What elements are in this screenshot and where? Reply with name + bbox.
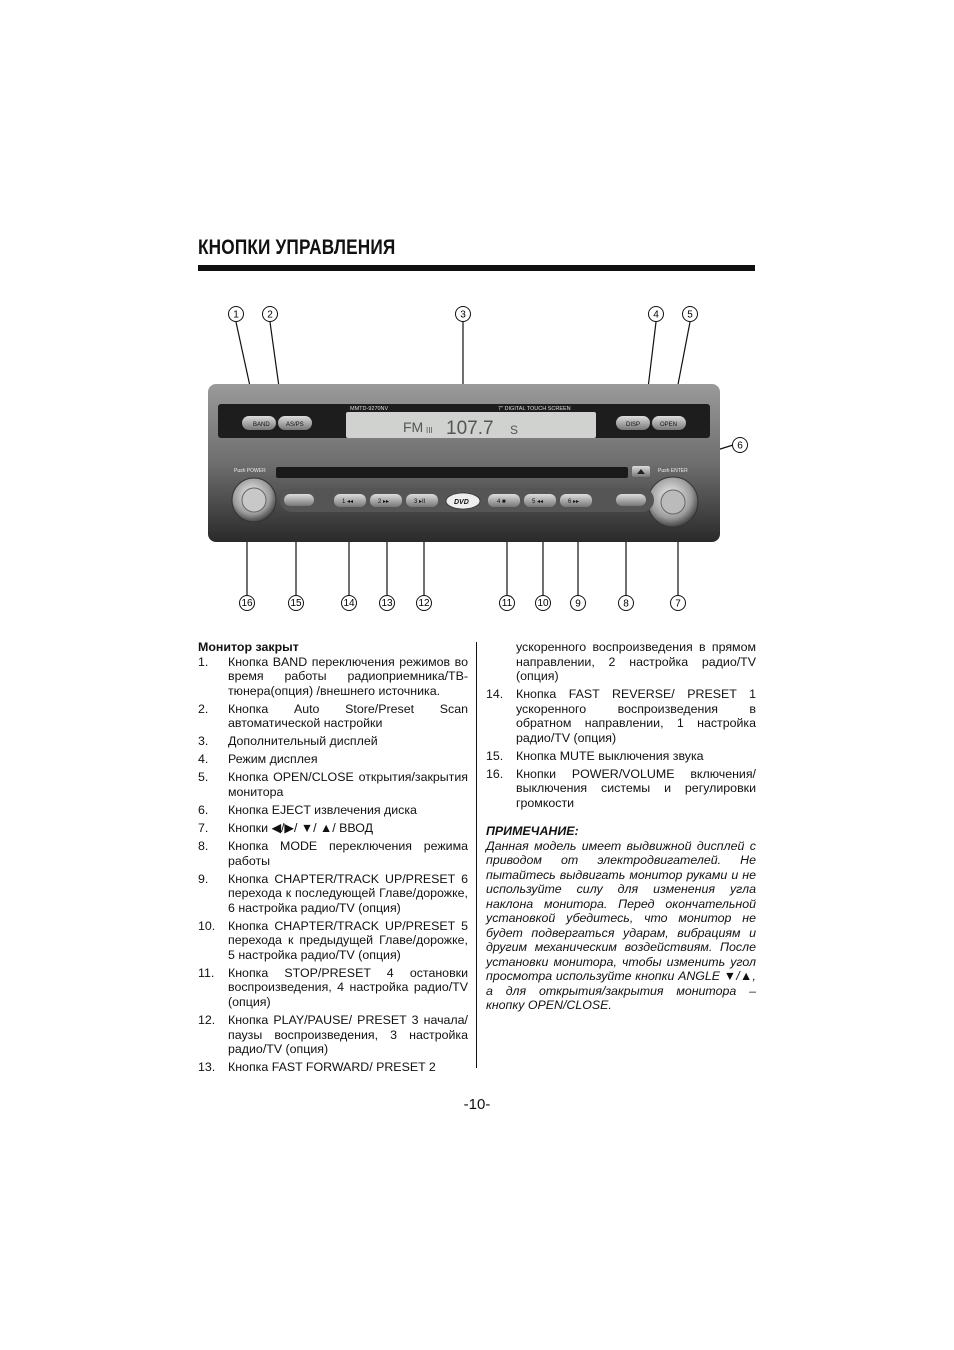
list-item <box>198 821 468 836</box>
item-number: 15. <box>486 748 504 763</box>
callout-3 <box>456 307 471 322</box>
callout-7 <box>671 596 686 611</box>
item-number: 2. <box>198 701 209 716</box>
list-item <box>198 803 468 818</box>
item-number: 3. <box>198 734 209 749</box>
item-text: Кнопка EJECT извлечения диска <box>228 802 417 817</box>
svg-text:12: 12 <box>418 598 430 609</box>
svg-text:5: 5 <box>687 309 693 321</box>
svg-text:13: 13 <box>381 598 393 609</box>
callout-14 <box>342 596 357 611</box>
right-item-list <box>486 687 756 810</box>
item-number: 7. <box>198 821 209 836</box>
svg-text:15: 15 <box>290 598 302 609</box>
list-item <box>198 702 468 731</box>
svg-text:6: 6 <box>737 440 743 452</box>
svg-text:6 ▸▸: 6 ▸▸ <box>568 499 580 505</box>
eject-button[interactable] <box>632 466 650 477</box>
svg-text:5 ◂◂: 5 ◂◂ <box>532 499 544 505</box>
item-continuation: ускоренного воспроизведения в прямом направлении, 2 настройка радио/TV (опция) <box>516 640 756 683</box>
preset-button-6[interactable] <box>560 494 592 507</box>
section-subtitle: Монитор закрыт <box>198 640 299 654</box>
svg-text:AS/PS: AS/PS <box>286 422 304 428</box>
svg-text:14: 14 <box>343 598 355 609</box>
callout-2 <box>263 307 278 322</box>
preset-button-1[interactable] <box>334 494 366 507</box>
item-text: Кнопка STOP/PRESET 4 остановки воспроизведения, 4 настройка радио/TV (опция) <box>228 965 468 1009</box>
mute-button[interactable] <box>284 494 314 506</box>
lcd-frequency: 107.7 <box>446 418 494 439</box>
disc-slot <box>276 467 628 478</box>
svg-text:11: 11 <box>501 598 513 609</box>
item-text: Кнопка BAND переключения режимов во время работы радиоприемника/ТВ-тюнера(опция) /внешнего источника. <box>228 654 468 698</box>
preset-button-5[interactable] <box>524 494 556 507</box>
callout-6 <box>733 438 748 453</box>
note-title: ПРИМЕЧАНИЕ: <box>486 824 579 839</box>
callout-9 <box>571 596 586 611</box>
item-text: Кнопка Auto Store/Preset Scan автоматической настройки <box>228 701 468 731</box>
svg-text:2: 2 <box>267 309 273 321</box>
item-number: 1. <box>198 654 209 669</box>
svg-text:1: 1 <box>233 309 239 321</box>
item-text: Кнопка MODE переключения режима работы <box>228 839 468 868</box>
power-label: Push POWER <box>234 468 266 474</box>
right-column <box>486 640 756 1013</box>
screen-label: 7" DIGITAL TOUCH SCREEN <box>498 406 571 412</box>
svg-text:3: 3 <box>460 309 466 321</box>
left-item-list <box>198 655 468 1075</box>
callout-16 <box>240 596 255 611</box>
item-text: Дополнительный дисплей <box>228 734 378 749</box>
item-number: 11. <box>198 965 215 980</box>
callout-10 <box>536 596 551 611</box>
callout-1 <box>229 307 244 322</box>
svg-text:4: 4 <box>653 309 659 321</box>
callout-12 <box>417 596 432 611</box>
as-ps-button[interactable] <box>278 416 312 430</box>
band-button[interactable] <box>242 416 276 430</box>
mode-button[interactable] <box>616 494 646 506</box>
item-text: Кнопки POWER/VOLUME включения/выключения системы и регулировки громкости <box>516 766 756 810</box>
dvd-logo <box>446 493 480 509</box>
callout-5 <box>683 307 698 322</box>
preset-button-3[interactable] <box>406 494 438 507</box>
list-item <box>198 1060 468 1075</box>
item-text: Кнопка PLAY/PAUSE/ PRESET 3 начала/паузы воспроизведения, 3 настройка радио/TV (опция) <box>228 1013 468 1057</box>
disp-button[interactable] <box>616 416 650 430</box>
svg-text:9: 9 <box>575 598 581 610</box>
callout-15 <box>289 596 304 611</box>
open-button[interactable] <box>652 416 686 430</box>
title-rule <box>198 265 755 271</box>
callout-8 <box>619 596 634 611</box>
preset-button-4[interactable] <box>488 494 520 507</box>
svg-text:10: 10 <box>537 598 549 609</box>
svg-text:BAND: BAND <box>253 422 270 428</box>
item-number: 12. <box>198 1013 216 1028</box>
column-divider <box>476 642 477 1068</box>
item-number: 16. <box>486 766 504 781</box>
list-item <box>486 749 756 764</box>
list-item <box>198 872 468 916</box>
svg-text:8: 8 <box>623 598 629 610</box>
enter-joystick-knob[interactable] <box>648 477 698 527</box>
list-item <box>198 1013 468 1057</box>
svg-text:OPEN: OPEN <box>660 422 678 428</box>
item-text: Кнопка CHAPTER/TRACK UP/PRESET 5 перехода к предыдущей Главе/дорожке, 5 настройка радио/TV (опция) <box>228 918 468 962</box>
item-text: Кнопка MUTE выключения звука <box>516 748 704 763</box>
item-number: 10. <box>198 918 216 933</box>
lcd-band-text: FM <box>403 419 424 435</box>
item-text: Кнопка FAST FORWARD/ PRESET 2 <box>228 1060 436 1075</box>
item-number: 5. <box>198 770 209 785</box>
enter-label: Push ENTER <box>658 468 688 474</box>
item-number: 8. <box>198 839 209 854</box>
page-title: КНОПКИ УПРАВЛЕНИЯ <box>198 236 396 259</box>
item-number: 4. <box>198 752 209 767</box>
item-text: Кнопки ◀/▶/ ▼/ ▲/ ВВОД <box>228 821 374 836</box>
callout-4 <box>649 307 664 322</box>
item-number: 14. <box>486 687 504 702</box>
page-number: -10- <box>463 1096 491 1113</box>
item-number: 6. <box>198 802 209 817</box>
item-number: 13. <box>198 1060 216 1075</box>
list-item <box>198 966 468 1010</box>
svg-text:DVD: DVD <box>454 499 469 506</box>
lcd-suffix: S <box>510 423 519 437</box>
preset-button-2[interactable] <box>370 494 402 507</box>
list-item <box>198 839 468 868</box>
power-volume-knob[interactable] <box>232 478 276 522</box>
list-item <box>486 687 756 745</box>
callout-13 <box>380 596 395 611</box>
item-text: Кнопка FAST REVERSE/ PRESET 1 ускоренного воспроизведения в обратном направлении, 1 настройка радио/TV (опция) <box>516 687 756 745</box>
list-item <box>198 752 468 767</box>
list-item <box>198 770 468 799</box>
svg-text:2 ▸▸: 2 ▸▸ <box>378 499 390 505</box>
svg-text:7: 7 <box>675 598 681 610</box>
item-text: Кнопка CHAPTER/TRACK UP/PRESET 6 перехода к последующей Главе/дорожке, 6 настройка радио/TV (опция) <box>228 871 468 915</box>
list-item <box>198 919 468 963</box>
svg-text:1 ◂◂: 1 ◂◂ <box>342 499 354 505</box>
svg-text:3 ▸II: 3 ▸II <box>414 499 426 505</box>
svg-text:16: 16 <box>241 598 253 609</box>
list-item <box>198 734 468 749</box>
svg-text:DISP: DISP <box>626 422 641 428</box>
head-unit-diagram <box>198 300 758 620</box>
item-number: 9. <box>198 871 209 886</box>
note-text: Данная модель имеет выдвижной дисплей с приводом от электродвигателей. Не пытайтесь выдвигать монитор руками и не используйте силу для изменения угла наклона монитора. Перед окончательной установкой убедитесь, что монитор не будет подвергаться ударам, вибрациям и другим механическим воздействиям. После установки монитора, чтобы изменить угол просмотра используйте кнопки ANGLE ▼/▲, а для открытия/закрытия монитора – кнопку OPEN/CLOSE. <box>486 838 756 1013</box>
svg-text:4 ■: 4 ■ <box>497 499 506 505</box>
item-text: Режим дисплея <box>228 752 318 767</box>
model-label: MMTD-9270NV <box>350 406 389 412</box>
item-text: Кнопка OPEN/CLOSE открытия/закрытия монитора <box>228 770 468 799</box>
callout-11 <box>500 596 515 611</box>
lcd-band-number: III <box>426 426 433 435</box>
list-item <box>198 655 468 699</box>
left-column <box>198 640 468 1078</box>
list-item <box>486 767 756 811</box>
